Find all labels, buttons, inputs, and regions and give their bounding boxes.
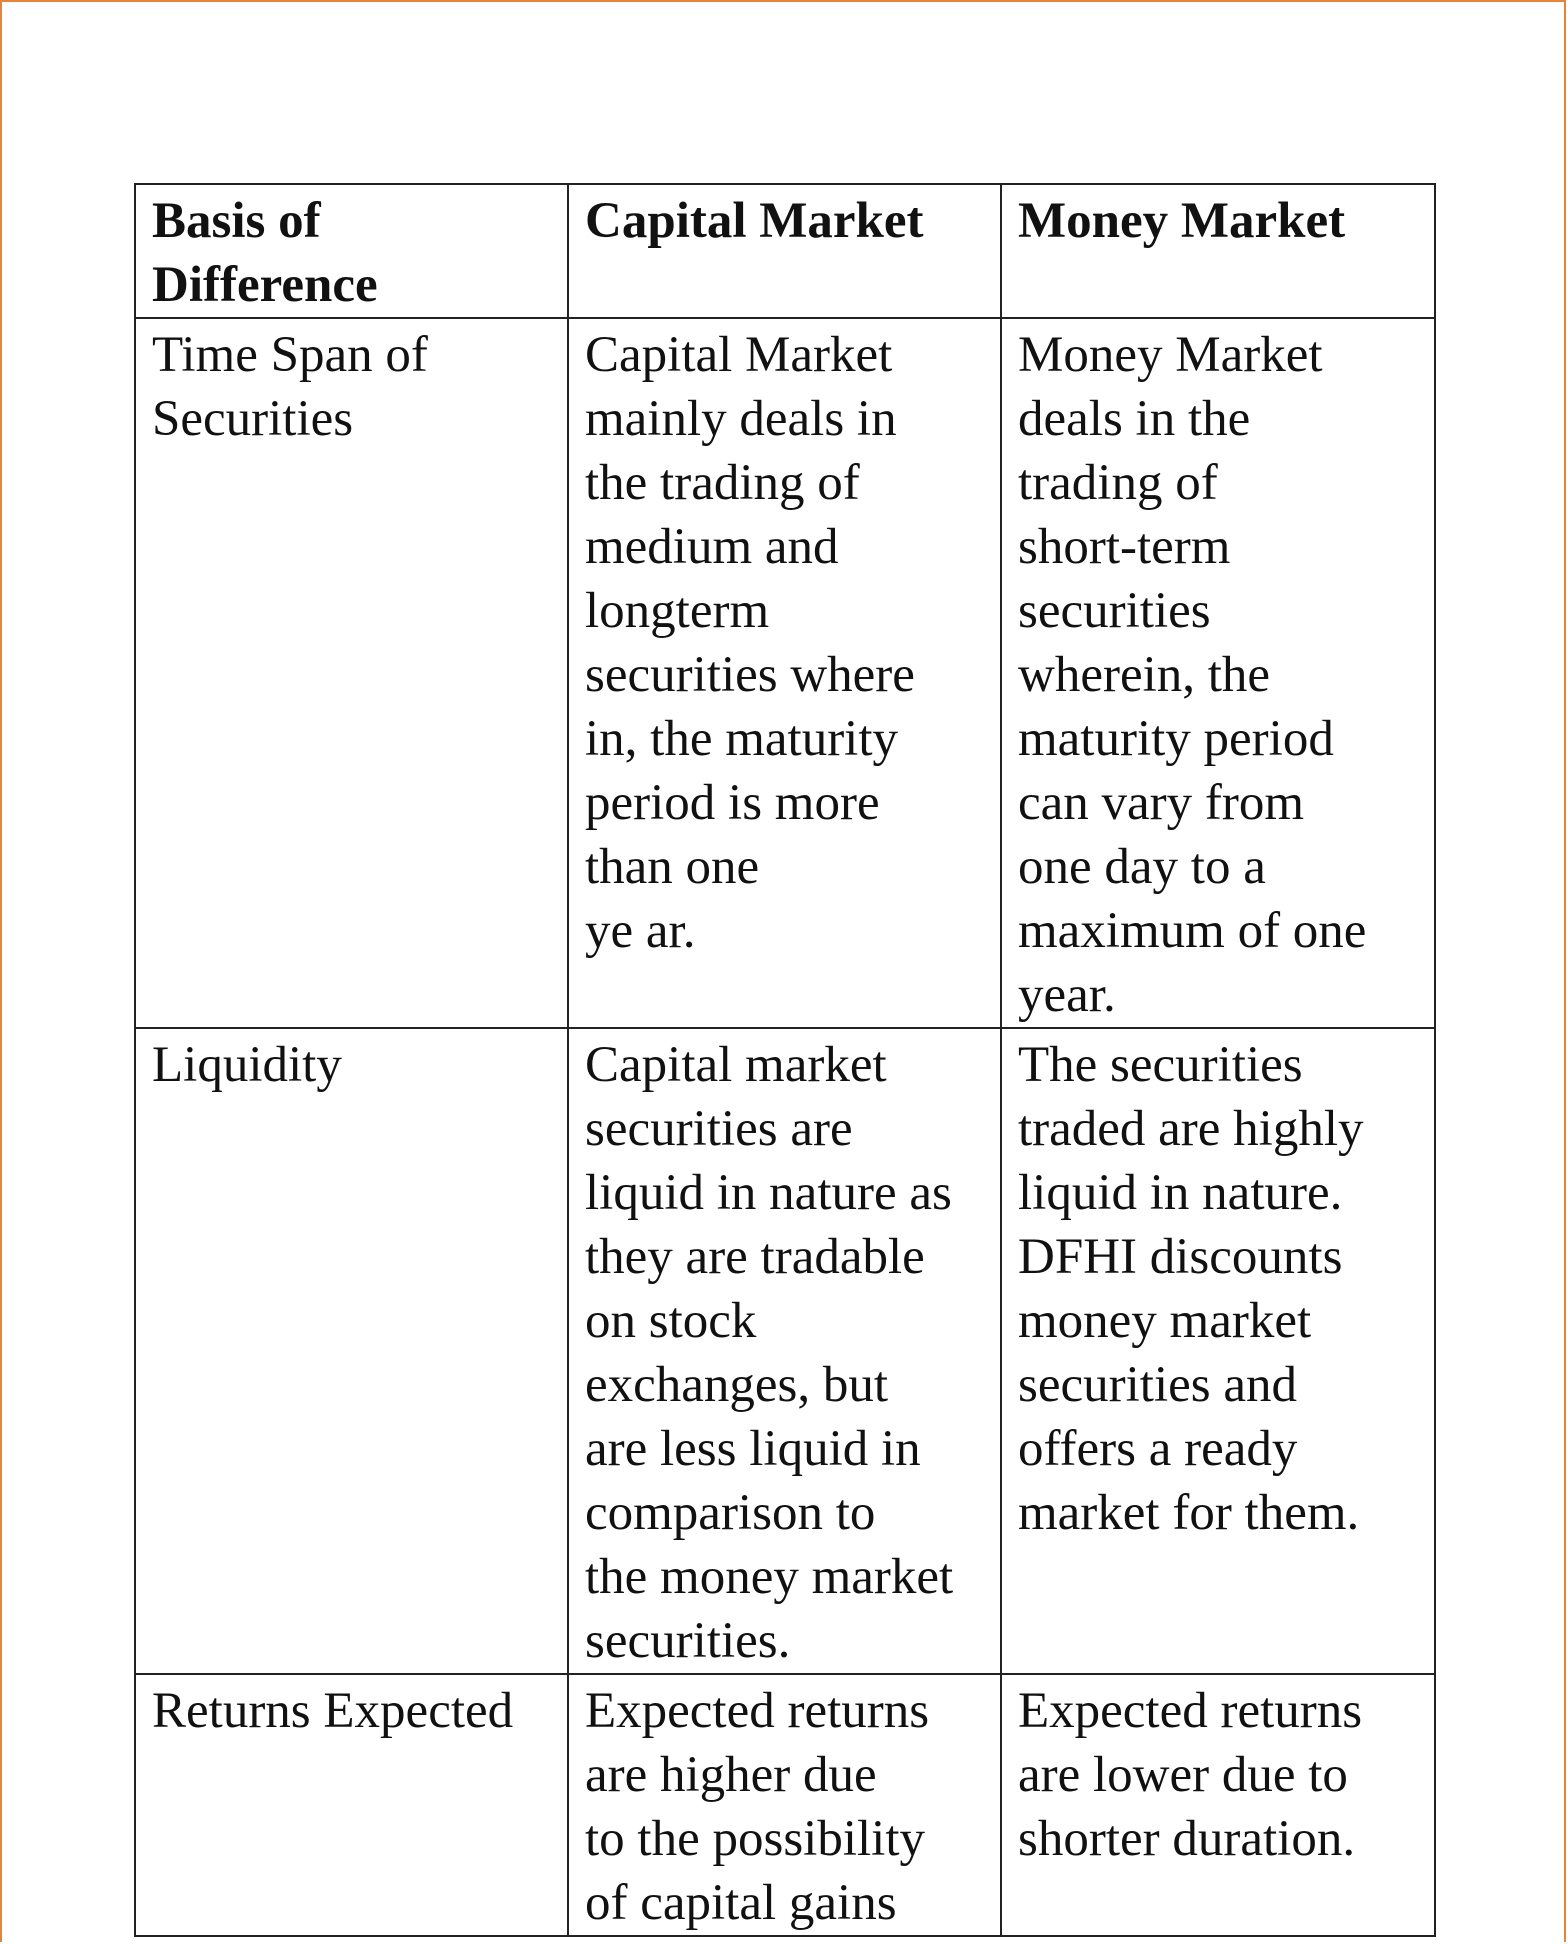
cell-money-market bbox=[1001, 318, 1435, 1028]
cell-basis bbox=[135, 1674, 568, 1936]
header-money-market-text: Money Market bbox=[1018, 193, 1346, 249]
header-money-market bbox=[1001, 184, 1435, 318]
cell-basis bbox=[135, 1028, 568, 1674]
table-row-time-span bbox=[135, 318, 1435, 1028]
cell-capital-market-text: Capital Market mainly deals in the trading of medium and longterm securities where in, the maturity period is more than one ye ar. bbox=[585, 327, 915, 959]
comparison-table bbox=[134, 183, 1436, 1937]
header-capital-market bbox=[568, 184, 1001, 318]
table-row-liquidity bbox=[135, 1028, 1435, 1674]
header-basis-of-difference-text: Basis of Difference bbox=[152, 193, 378, 313]
header-row bbox=[135, 184, 1435, 318]
cell-capital-market bbox=[568, 1674, 1001, 1936]
cell-capital-market-text: Capital market securities are liquid in nature as they are tradable on stock exchanges, but are less liquid in comparison to the money market securities. bbox=[585, 1037, 954, 1669]
cell-basis-text: Returns Expected bbox=[152, 1683, 514, 1739]
header-capital-market-text: Capital Market bbox=[585, 193, 924, 249]
cell-capital-market bbox=[568, 318, 1001, 1028]
cell-basis-text: Time Span of Securities bbox=[152, 327, 428, 447]
cell-capital-market bbox=[568, 1028, 1001, 1674]
cell-basis bbox=[135, 318, 568, 1028]
header-basis-of-difference bbox=[135, 184, 568, 318]
cell-money-market-text: Expected returns are lower due to shorter duration. bbox=[1018, 1683, 1363, 1867]
cell-capital-market-text: Expected returns are higher due to the possibility of capital gains bbox=[585, 1683, 930, 1931]
cell-basis-text: Liquidity bbox=[152, 1037, 342, 1093]
cell-money-market-text: The securities traded are highly liquid in nature. DFHI discounts money market securities and offers a ready market for them. bbox=[1018, 1037, 1364, 1541]
cell-money-market-text: Money Market deals in the trading of short-term securities wherein, the maturity period can vary from one day to a maximum of one year. bbox=[1018, 327, 1367, 1023]
table-row-returns-expected bbox=[135, 1674, 1435, 1936]
cell-money-market bbox=[1001, 1028, 1435, 1674]
cell-money-market bbox=[1001, 1674, 1435, 1936]
